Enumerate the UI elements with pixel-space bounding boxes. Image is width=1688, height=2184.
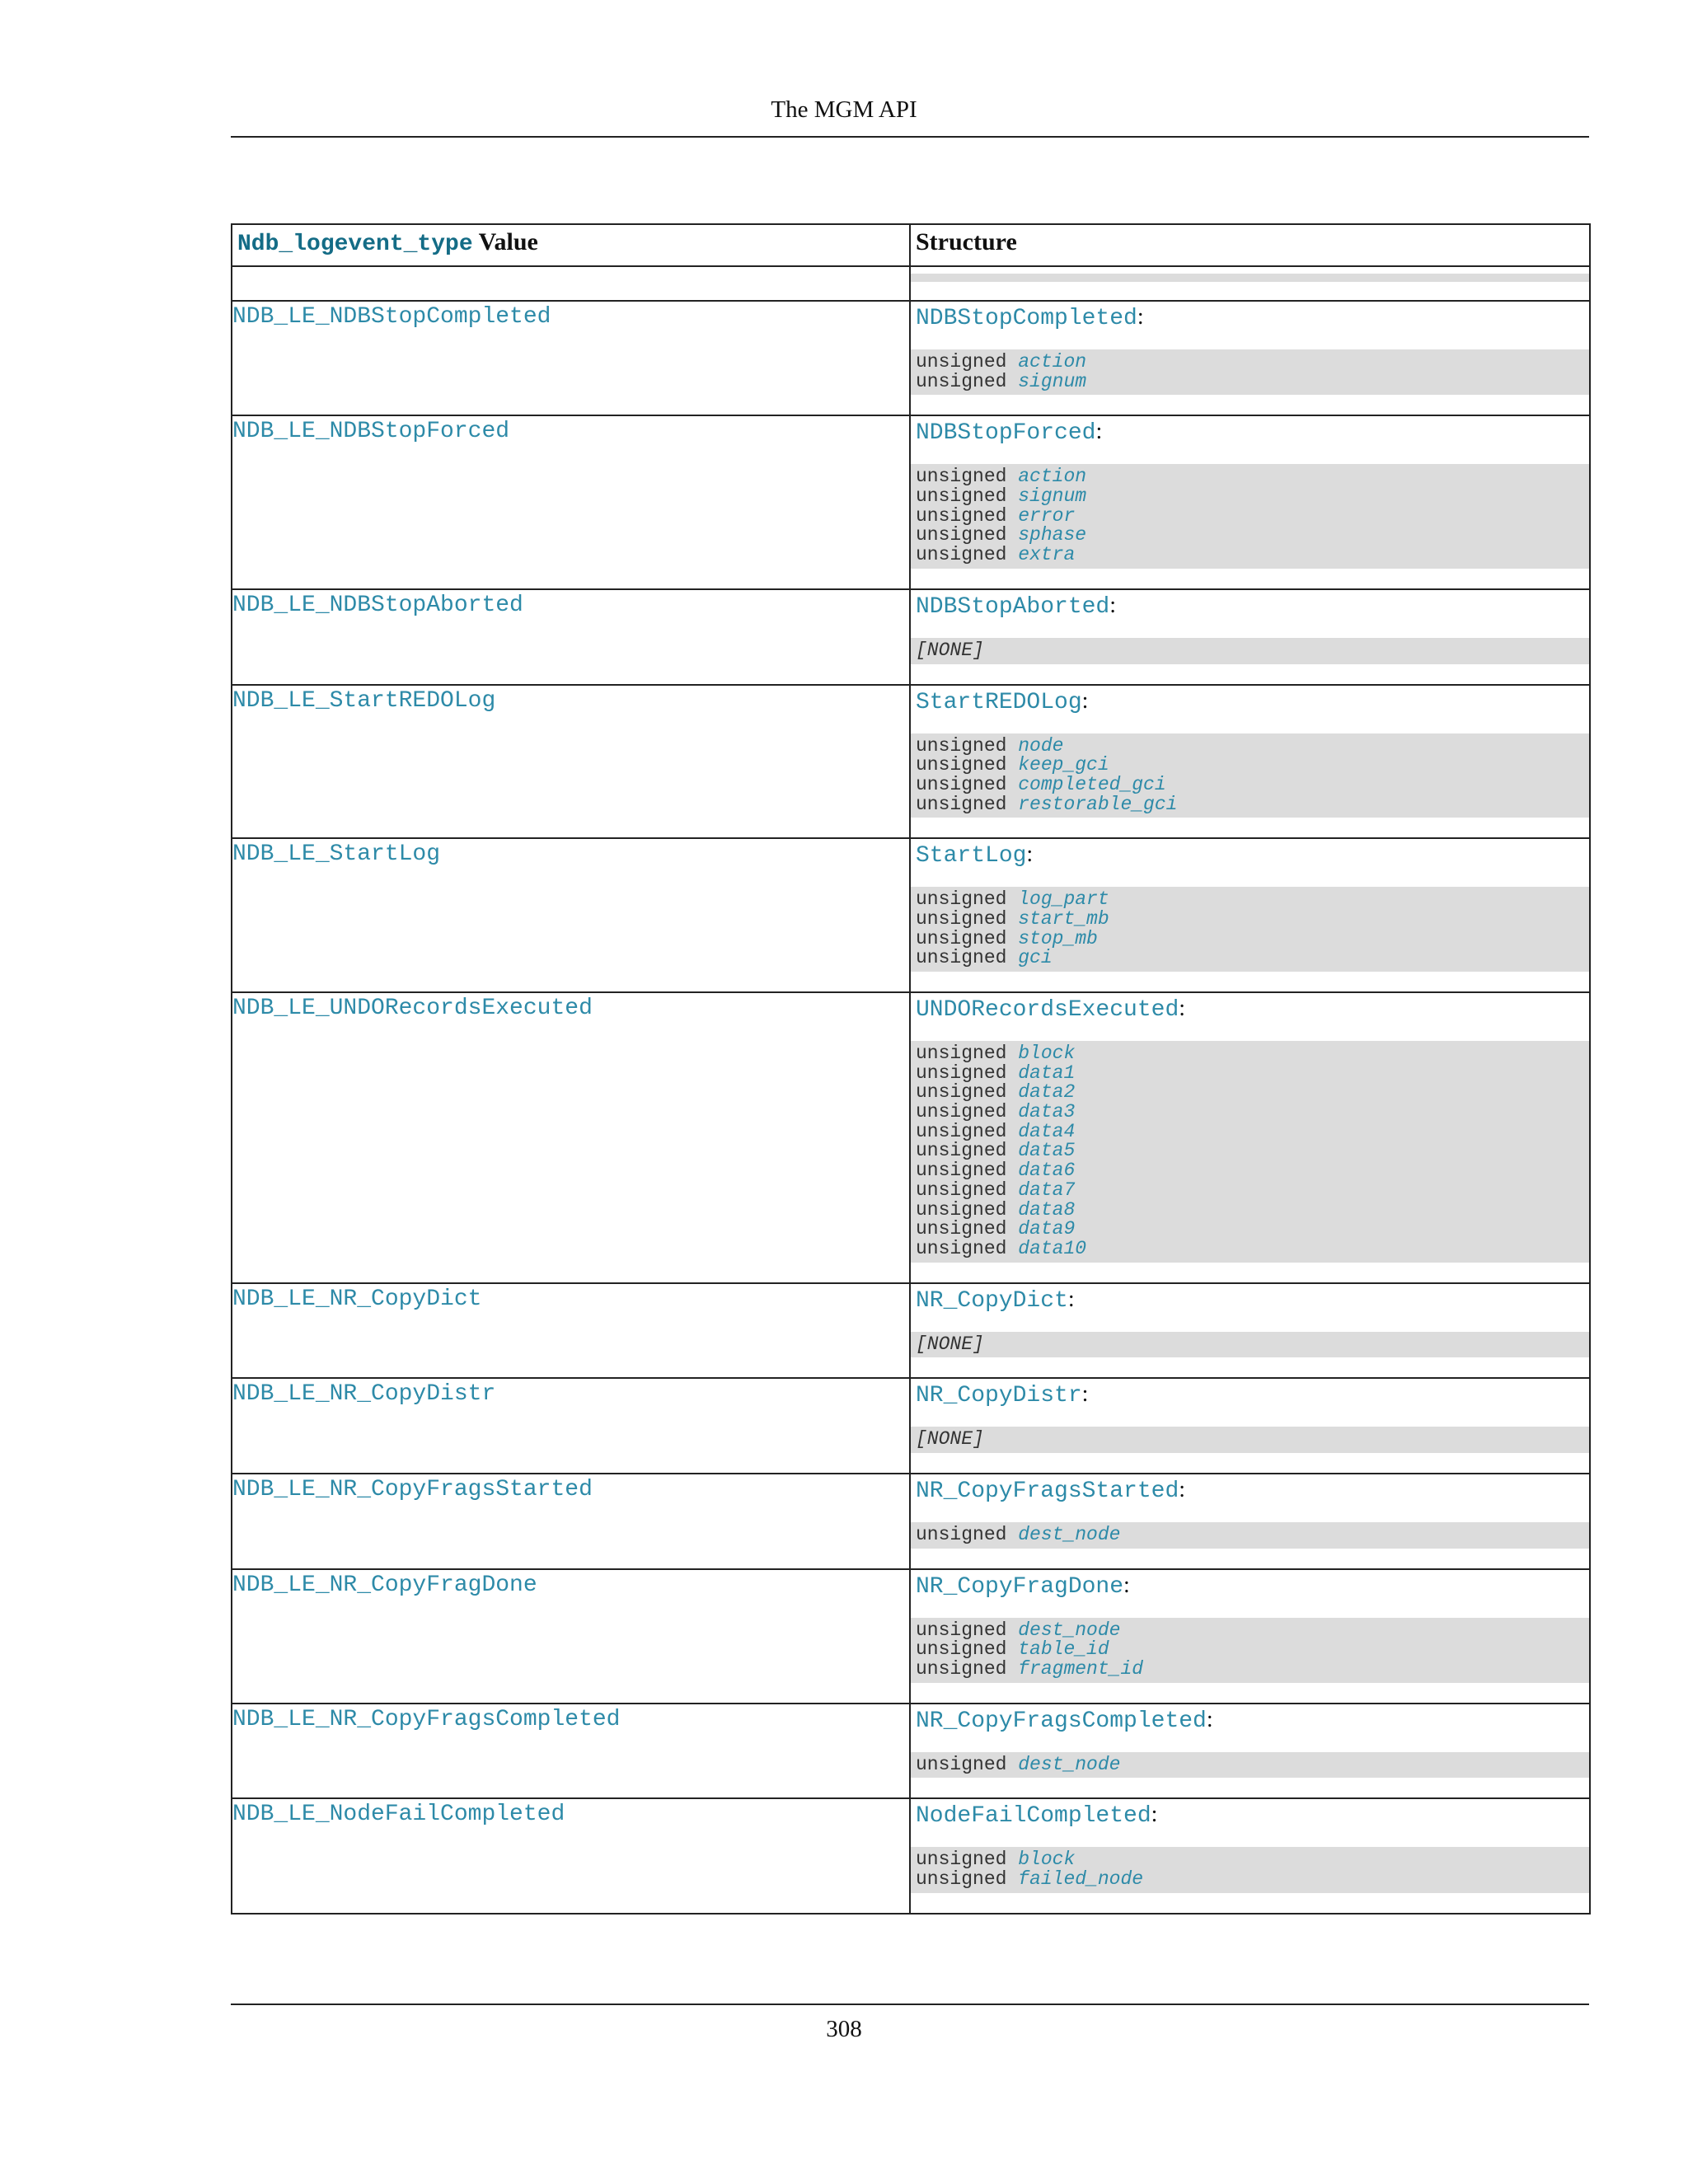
field-name: data2 bbox=[1018, 1081, 1076, 1104]
structure-field bbox=[916, 487, 1584, 507]
event-type-value: NDB_LE_NR_CopyFragsStarted bbox=[232, 1476, 593, 1502]
structure-name-line bbox=[911, 839, 1589, 872]
event-type-value: NDB_LE_StartREDOLog bbox=[232, 687, 496, 714]
structure-field bbox=[916, 467, 1584, 487]
continuation-code-strip bbox=[911, 274, 1589, 282]
cell-bottom-padding bbox=[911, 1778, 1589, 1797]
value-cell bbox=[232, 1283, 910, 1379]
structure-name-line bbox=[911, 1474, 1589, 1507]
field-type: unsigned bbox=[916, 485, 1007, 508]
no-fields-marker: [NONE] bbox=[916, 1333, 984, 1355]
structure-name-colon: : bbox=[1179, 996, 1186, 1021]
structure-field bbox=[916, 795, 1584, 815]
field-name: data4 bbox=[1018, 1120, 1076, 1142]
structure-field bbox=[916, 1850, 1584, 1870]
field-name: action bbox=[1018, 351, 1087, 373]
field-name: stop_mb bbox=[1018, 927, 1098, 949]
field-type: unsigned bbox=[916, 1043, 1007, 1064]
structure-name-colon: : bbox=[1081, 687, 1089, 714]
field-type: unsigned bbox=[916, 947, 1007, 969]
structure-field bbox=[916, 1640, 1584, 1660]
structure-fields-block bbox=[911, 1522, 1589, 1549]
cell-bottom-padding bbox=[911, 1893, 1589, 1913]
structure-field bbox=[916, 1870, 1584, 1890]
field-name: dest_node bbox=[1018, 1523, 1121, 1545]
field-name: action bbox=[1018, 466, 1087, 488]
structure-field bbox=[916, 756, 1584, 776]
structure-name: NDBStopForced bbox=[916, 420, 1096, 447]
structure-fields-block bbox=[911, 1847, 1589, 1892]
structure-fields-block bbox=[911, 638, 1589, 664]
structure-name-line bbox=[911, 1379, 1589, 1412]
cell-bottom-padding bbox=[911, 972, 1589, 991]
structure-name-colon: : bbox=[1179, 1476, 1186, 1502]
field-type: unsigned bbox=[916, 734, 1007, 757]
field-type: unsigned bbox=[916, 1101, 1007, 1123]
structure-field bbox=[916, 890, 1584, 910]
structure-field bbox=[916, 1220, 1584, 1240]
cell-bottom-padding bbox=[911, 1549, 1589, 1568]
structure-field bbox=[916, 1755, 1584, 1775]
table-row bbox=[232, 992, 1590, 1283]
continuation-structure-cell bbox=[910, 266, 1590, 301]
field-name: restorable_gci bbox=[1018, 793, 1178, 815]
field-name: data9 bbox=[1018, 1218, 1076, 1240]
structure-fields-block bbox=[911, 887, 1589, 972]
event-type-value: NDB_LE_NR_CopyFragDone bbox=[232, 1572, 537, 1598]
table-row bbox=[232, 415, 1590, 588]
structure-fields-block bbox=[911, 1427, 1589, 1453]
structure-name: StartLog bbox=[916, 843, 1027, 869]
field-type: unsigned bbox=[916, 1868, 1007, 1891]
field-type: unsigned bbox=[916, 1638, 1007, 1661]
structure-cell bbox=[910, 1798, 1590, 1913]
structure-field bbox=[916, 526, 1584, 546]
structure-cell bbox=[910, 1378, 1590, 1474]
field-type: unsigned bbox=[916, 466, 1007, 488]
structure-name: NR_CopyFragDone bbox=[916, 1573, 1124, 1600]
field-type: unsigned bbox=[916, 927, 1007, 949]
field-name: failed_node bbox=[1018, 1868, 1144, 1891]
field-type: unsigned bbox=[916, 1062, 1007, 1084]
field-type: unsigned bbox=[916, 1120, 1007, 1142]
structure-name: NodeFailCompleted bbox=[916, 1803, 1151, 1830]
structure-name-colon: : bbox=[1109, 592, 1117, 618]
field-name: data7 bbox=[1018, 1179, 1076, 1201]
field-type: unsigned bbox=[916, 524, 1007, 546]
field-type: unsigned bbox=[916, 1081, 1007, 1104]
structure-name-line bbox=[911, 993, 1589, 1026]
structure-cell bbox=[910, 589, 1590, 685]
field-type: unsigned bbox=[916, 370, 1007, 392]
field-type: unsigned bbox=[916, 1619, 1007, 1641]
field-name: dest_node bbox=[1018, 1753, 1121, 1775]
structure-fields-block bbox=[911, 1752, 1589, 1779]
event-type-value: NDB_LE_UNDORecordsExecuted bbox=[232, 996, 593, 1021]
continuation-value-cell bbox=[232, 266, 910, 301]
field-name: fragment_id bbox=[1018, 1658, 1144, 1680]
field-name: signum bbox=[1018, 485, 1087, 508]
field-name: data8 bbox=[1018, 1198, 1076, 1221]
structure-name-line bbox=[911, 1570, 1589, 1603]
structure-name-line bbox=[911, 1284, 1589, 1317]
event-type-value: NDB_LE_NR_CopyDict bbox=[232, 1286, 482, 1312]
cell-bottom-padding bbox=[911, 664, 1589, 684]
structure-field bbox=[916, 927, 1584, 949]
structure-field bbox=[916, 504, 1584, 527]
structure-name-colon: : bbox=[1206, 1706, 1213, 1732]
table-row bbox=[232, 1569, 1590, 1704]
structure-name-colon: : bbox=[1067, 1286, 1075, 1312]
structure-cell bbox=[910, 838, 1590, 992]
structure-field bbox=[916, 949, 1584, 968]
field-name: data10 bbox=[1018, 1237, 1087, 1259]
page-number: 308 bbox=[826, 2016, 862, 2042]
structure-field bbox=[916, 1621, 1584, 1641]
structure-cell bbox=[910, 1474, 1590, 1569]
field-type: unsigned bbox=[916, 1658, 1007, 1680]
structure-cell bbox=[910, 1283, 1590, 1379]
structure-fields-block bbox=[911, 349, 1589, 395]
field-type: unsigned bbox=[916, 773, 1007, 795]
value-cell bbox=[232, 415, 910, 588]
field-type: unsigned bbox=[916, 1849, 1007, 1871]
structure-name-colon: : bbox=[1026, 841, 1034, 868]
structure-field bbox=[916, 1122, 1584, 1142]
event-type-value: NDB_LE_NDBStopAborted bbox=[232, 592, 523, 618]
no-fields-marker: [NONE] bbox=[916, 639, 984, 661]
logevent-structure-table bbox=[231, 223, 1591, 1915]
structure-name: NR_CopyDistr bbox=[916, 1383, 1082, 1409]
footer-rule bbox=[231, 2004, 1589, 2005]
cell-bottom-padding bbox=[911, 395, 1589, 415]
value-cell bbox=[232, 301, 910, 415]
structure-name: NR_CopyFragsStarted bbox=[916, 1478, 1179, 1504]
cell-bottom-padding bbox=[911, 1263, 1589, 1282]
structure-name-colon: : bbox=[1095, 419, 1103, 445]
structure-name-colon: : bbox=[1151, 1802, 1158, 1828]
event-type-value: NDB_LE_NDBStopForced bbox=[232, 419, 510, 445]
field-name: extra bbox=[1018, 544, 1076, 566]
structure-cell bbox=[910, 415, 1590, 588]
value-cell bbox=[232, 589, 910, 685]
structure-field bbox=[916, 1044, 1584, 1064]
field-name: node bbox=[1018, 734, 1064, 757]
structure-name-colon: : bbox=[1137, 304, 1144, 330]
cell-bottom-padding bbox=[911, 569, 1589, 588]
cell-bottom-padding bbox=[911, 818, 1589, 837]
structure-field bbox=[916, 773, 1584, 795]
value-cell bbox=[232, 1569, 910, 1704]
event-type-value: NDB_LE_NDBStopCompleted bbox=[232, 304, 551, 330]
table-body bbox=[232, 266, 1590, 1914]
structure-field bbox=[916, 1181, 1584, 1201]
field-name: error bbox=[1018, 504, 1076, 527]
structure-field bbox=[916, 1660, 1584, 1680]
header-rule bbox=[231, 136, 1589, 138]
structure-cell bbox=[910, 1569, 1590, 1704]
table-row bbox=[232, 589, 1590, 685]
field-name: data3 bbox=[1018, 1101, 1076, 1123]
structure-field bbox=[916, 370, 1584, 392]
structure-name-line bbox=[911, 686, 1589, 719]
structure-field bbox=[916, 734, 1584, 757]
value-cell bbox=[232, 838, 910, 992]
event-table-container bbox=[231, 223, 1589, 1915]
structure-field bbox=[916, 907, 1584, 930]
field-name: block bbox=[1018, 1849, 1076, 1871]
column-header-value-label: Value bbox=[478, 228, 538, 255]
continuation-row bbox=[232, 266, 1590, 301]
field-type: unsigned bbox=[916, 1160, 1007, 1182]
field-type: unsigned bbox=[916, 1237, 1007, 1259]
field-name: table_id bbox=[1018, 1638, 1109, 1661]
field-type: unsigned bbox=[916, 754, 1007, 776]
structure-name-colon: : bbox=[1081, 1381, 1089, 1408]
field-type: unsigned bbox=[916, 1140, 1007, 1162]
field-name: log_part bbox=[1018, 888, 1109, 911]
value-cell bbox=[232, 1378, 910, 1474]
cell-bottom-padding bbox=[911, 1453, 1589, 1473]
column-header-value-code: Ndb_logevent_type bbox=[237, 232, 473, 257]
table-row bbox=[232, 1283, 1590, 1379]
column-header-structure: Structure bbox=[910, 224, 1590, 266]
field-type: unsigned bbox=[916, 1523, 1007, 1545]
structure-fields-block bbox=[911, 1332, 1589, 1358]
field-type: unsigned bbox=[916, 544, 1007, 566]
field-name: sphase bbox=[1018, 524, 1087, 546]
cell-bottom-padding bbox=[911, 1683, 1589, 1703]
event-type-value: NDB_LE_NR_CopyFragsCompleted bbox=[232, 1706, 621, 1732]
field-name: keep_gci bbox=[1018, 754, 1109, 776]
column-header-value bbox=[232, 224, 910, 266]
table-row bbox=[232, 838, 1590, 992]
no-fields-marker: [NONE] bbox=[916, 1428, 984, 1451]
structure-name-colon: : bbox=[1123, 1572, 1130, 1598]
table-row bbox=[232, 1378, 1590, 1474]
structure-name: StartREDOLog bbox=[916, 689, 1082, 715]
value-cell bbox=[232, 685, 910, 839]
value-cell bbox=[232, 1798, 910, 1913]
field-type: unsigned bbox=[916, 888, 1007, 911]
field-name: data1 bbox=[1018, 1062, 1076, 1084]
structure-name-line bbox=[911, 416, 1589, 449]
structure-field bbox=[916, 1237, 1584, 1259]
structure-field bbox=[916, 1103, 1584, 1122]
table-row bbox=[232, 301, 1590, 415]
value-cell bbox=[232, 992, 910, 1283]
structure-field bbox=[916, 1161, 1584, 1181]
field-type: unsigned bbox=[916, 504, 1007, 527]
table-row bbox=[232, 1704, 1590, 1799]
structure-fields-block bbox=[911, 1041, 1589, 1263]
structure-name: NR_CopyFragsCompleted bbox=[916, 1708, 1207, 1734]
event-type-value: NDB_LE_StartLog bbox=[232, 841, 441, 868]
structure-fields-block bbox=[911, 733, 1589, 818]
page-header-title: The MGM API bbox=[771, 96, 917, 123]
field-name: gci bbox=[1018, 947, 1053, 969]
field-type: unsigned bbox=[916, 1753, 1007, 1775]
structure-fields-block bbox=[911, 464, 1589, 568]
structure-field bbox=[916, 1523, 1584, 1545]
structure-cell bbox=[910, 992, 1590, 1283]
structure-fields-block bbox=[911, 1618, 1589, 1683]
structure-name-line bbox=[911, 1704, 1589, 1737]
table-row bbox=[232, 685, 1590, 839]
structure-field bbox=[916, 1198, 1584, 1221]
field-name: start_mb bbox=[1018, 907, 1109, 930]
event-type-value: NDB_LE_NodeFailCompleted bbox=[232, 1802, 565, 1828]
value-cell bbox=[232, 1704, 910, 1799]
field-name: completed_gci bbox=[1018, 773, 1166, 795]
field-type: unsigned bbox=[916, 1179, 1007, 1201]
structure-name: UNDORecordsExecuted bbox=[916, 997, 1179, 1023]
field-type: unsigned bbox=[916, 351, 1007, 373]
field-type: unsigned bbox=[916, 1198, 1007, 1221]
structure-field bbox=[916, 546, 1584, 565]
field-name: data5 bbox=[1018, 1140, 1076, 1162]
cell-bottom-padding bbox=[911, 1357, 1589, 1377]
field-name: dest_node bbox=[1018, 1619, 1121, 1641]
field-name: block bbox=[1018, 1043, 1076, 1064]
structure-name: NDBStopCompleted bbox=[916, 306, 1137, 331]
table-row bbox=[232, 1474, 1590, 1569]
field-type: unsigned bbox=[916, 793, 1007, 815]
field-type: unsigned bbox=[916, 1218, 1007, 1240]
structure-name-line bbox=[911, 302, 1589, 335]
table-row bbox=[232, 1798, 1590, 1913]
value-cell bbox=[232, 1474, 910, 1569]
structure-field bbox=[916, 353, 1584, 373]
structure-field bbox=[916, 1141, 1584, 1161]
structure-field bbox=[916, 1083, 1584, 1103]
table-header-row bbox=[232, 224, 1590, 266]
field-type: unsigned bbox=[916, 907, 1007, 930]
structure-name-line bbox=[911, 1799, 1589, 1832]
field-name: signum bbox=[1018, 370, 1087, 392]
structure-cell bbox=[910, 301, 1590, 415]
event-type-value: NDB_LE_NR_CopyDistr bbox=[232, 1381, 496, 1408]
structure-name: NR_CopyDict bbox=[916, 1287, 1068, 1314]
field-name: data6 bbox=[1018, 1160, 1076, 1182]
structure-cell bbox=[910, 1704, 1590, 1799]
structure-field bbox=[916, 1064, 1584, 1084]
structure-cell bbox=[910, 685, 1590, 839]
structure-name: NDBStopAborted bbox=[916, 593, 1110, 620]
structure-name-line bbox=[911, 590, 1589, 623]
